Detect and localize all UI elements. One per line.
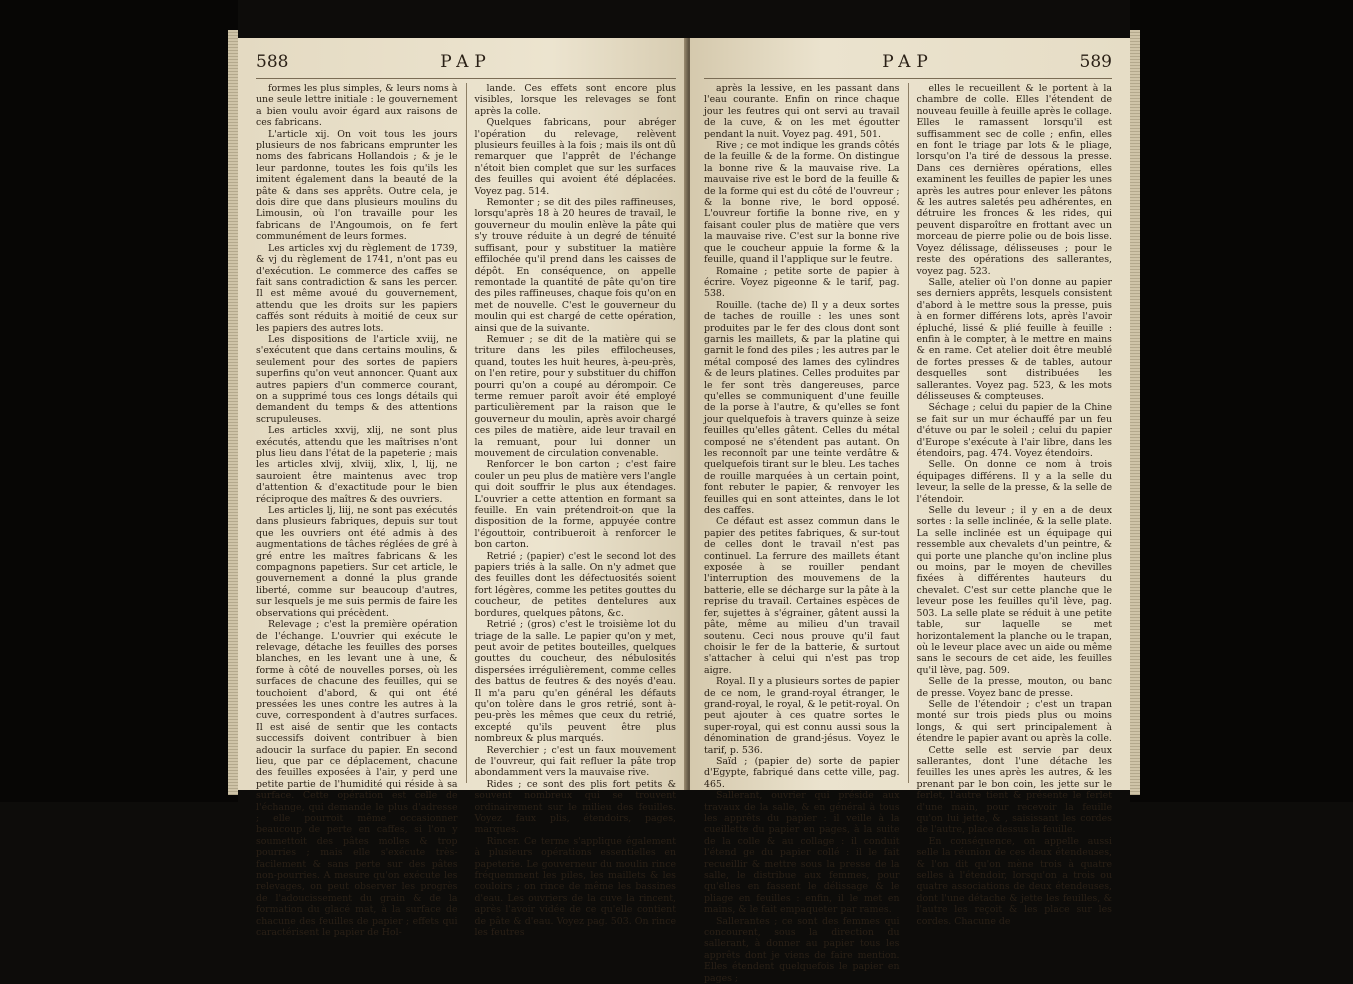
background-left: [0, 0, 238, 802]
paragraph: Saïd ; (papier de) sorte de papier d'Egypte, fabriqué dans cette ville, pag. 465.: [704, 755, 900, 790]
paragraph: Rouille. (tache de) Il y a deux sortes de taches de rouille : les unes sont produites par le fer des clous dont sont garnis les maillets, & par la platine qui garnit le fond des piles ; les autres par le métal composé des lames des cylindres & de leurs platines. Celles produites par le fer sont très dangereuses, parce qu'elles se communiquent d'une feuille de la porse à l'autre, & qu'elles se font jour quelquefois à travers quinze à seize feuilles qu'elles gâtent. Celles du métal composé ne s'étendent pas autant. On les reconnoît par une teinte verdâtre & quelquefois tirant sur le bleu. Les taches de rouille marquées à un certain point, font rebuter le papier, & renvoyer les feuilles qui en sont atteintes, dans le lot des caffes.: [704, 299, 900, 517]
paragraph: Remuer ; se dit de la matière qui se triture dans les piles effilocheuses, quand, toutes les huit heures, à-peu-près, on l'en retire, pour y substituer du chiffon pourri qu'on a coupé au dérompoir. Ce terme remuer paroît avoir été employé particulièrement par la raison que le gouverneur du moulin, après avoir chargé ces piles de matière, aide leur travail en la remuant, pour lui donner un mouvement de circulation convenable.: [474, 333, 676, 459]
background-right: [1130, 0, 1353, 802]
paragraph: Les dispositions de l'article xviij, ne s'exécutent que dans certains moulins, & seulement pour des sortes de papiers superfins qu'on veut annoncer. Quant aux autres papiers d'un commerce courant, on a supprimé tous ces longs détails qui demandent du temps & des attentions scrupuleuses.: [256, 333, 458, 425]
paragraph: lande. Ces effets sont encore plus visibles, lorsque les relevages se font après la colle.: [474, 83, 676, 117]
paragraph: L'article xij. On voit tous les jours plusieurs de nos fabricans emprunter les noms des fabricans Hollandois ; & je le leur pardonne, toutes les fois qu'ils les imitent également dans la beauté de la pâte & dans ses apprêts. Outre cela, je dois dire que dans plusieurs moulins du Limousin, où l'on travaille pour les fabricans de l'Angoumois, on fe fert communément de leurs formes.: [256, 128, 458, 243]
paragraph: Les articles xvj du règlement de 1739, & vj du règlement de 1741, n'ont pas eu d'exécution. Le commerce des caffes se fait sans contradiction & sans les percer. Il est même avoué du gouvernement, attendu que les droits sur les papiers caffés sont réduits à moitié de ceux sur les papiers des autres lots.: [256, 242, 458, 334]
paragraph: Rides ; ce sont des plis fort petits & souvent nombreux qui se trouvent ordinairement sur le milieu des feuilles. Voyez faux plis, étendoirs, pages, marques.: [474, 778, 676, 836]
left-column-1: [256, 83, 458, 939]
paragraph: Rive ; ce mot indique les grands côtés de la feuille & de la forme. On distingue la bonne rive & la mauvaise rive. La mauvaise rive est le bord de la feuille & de la forme qui est du côté de l'ouvreur ; & la bonne rive, le bord opposé. L'ouvreur fortifie la bonne rive, en y faisant couler plus de matière que vers la mauvaise rive. C'est sur la bonne rive que le coucheur appuie la forme & la feuille, quand il l'applique sur le feutre.: [704, 140, 900, 266]
paragraph: Sallerant, ouvrier qui préside aux travaux de la salle, & en général à tous les apprêts du papier : il veille à la cueillette du papier en pages, à la suite de la colle & au collage : il conduit l'étend ge du papier collé : il le fait recueillir & mettre sous la presse de la salle, le distribue aux femmes, pour qu'elles en fassent le délissage & le pliage en feuilles : enfin, il le met en mains, & le fait empaqueter par rames.: [704, 790, 900, 916]
paragraph: En conséquence, on appelle aussi selle la réunion de ces deux étendeuses, & l'on dit qu'on mène trois à quatre selles à l'étendoir, lorsqu'on a trois ou quatre associations de deux étendeuses, dont l'une détache & jette les feuilles, & l'autre les reçoit & les place sur les cordes. Chacune de: [916, 835, 1112, 927]
paragraph: Retrié ; (gros) c'est le troisième lot du triage de la salle. Le papier qu'on y met, peut avoir de petites bouteilles, quelques gouttes du coucheur, des nébulosités dispersées irrégulièrement, comme celles des battus de feutres & des noyés d'eau. Il m'a paru qu'en général les défauts qu'on tolère dans le gros retrié, sont à-peu-près les mêmes que ceux du retrié, excepté qu'ils peuvent être plus nombreux & plus marqués.: [474, 619, 676, 745]
paragraph: Cette selle est servie par deux sallerantes, dont l'une détache les feuilles les unes après les autres, & les prenant par le bon coin, les jette sur le ferlet, l'autre tient & présente le ferlet d'une main, pour recevoir la feuille qu'on lui jette, & , saisissant les cordes de l'autre, place dessus la feuille.: [916, 744, 1112, 836]
paragraph: Rincer. Ce terme s'applique également à plusieurs opérations essentielles en papeterie. Le gouverneur du moulin rince fréquemment les piles, les maillets & les couloirs ; on rince de même les bassines d'eau. Les ouvriers de la cuve la rincent, après l'avoir vidée de ce qu'elle contient de pâte & d'eau. Voyez pag. 503. On rince les feutres: [474, 835, 676, 939]
paragraph: Reverchier ; c'est un faux mouvement de l'ouvreur, qui fait refluer la pâte trop abondamment vers la mauvaise rive.: [474, 744, 676, 779]
right-page-number: 589: [1079, 52, 1112, 72]
paragraph: Relevage ; c'est la première opération de l'échange. L'ouvrier qui exécute le relevage, détache les feuilles des porses blanches, en les levant une à une, & forme à côté de nouvelles porses, où les surfaces de chacune des feuilles, qui se touchoient d'abord, & qui ont été pressées les unes contre les autres à la cuve, correspondent à d'autres surfaces. Il est aisé de sentir que les contacts successifs doivent contribuer à bien adoucir la surface du papier. En second lieu, que par ce déplacement, chacune des feuilles exposées à l'air, y perd une petite partie de l'humidité qui réside à sa surface. Cette opération est celle de l'échange, qui demande le plus d'adresse ; elle pourroit même occasionner beaucoup de perte en caffes, si l'on y soumettoit des pâtes molles & trop pourries ; mais elle s'exécute très-facilement & sans perte sur des pâtes non-pourries. A mesure qu'on exécute les relevages, on peut observer les progrès de l'adoucissement du grain & de la formation du glacé mat, à la surface de chacune des feuilles de papier ; effets qui caractérisent le papier de Hol-: [256, 619, 458, 939]
left-running-head: PAP: [440, 52, 492, 72]
right-running-head: PAP: [882, 52, 934, 72]
column-rule: [908, 83, 909, 783]
right-page: [690, 38, 1130, 984]
paragraph: Selle. On donne ce nom à trois équipages différens. Il y a la selle du leveur, la selle de la presse, & la selle de l'étendoir.: [916, 459, 1112, 505]
left-page-number: 588: [256, 52, 289, 72]
paragraph: Romaine ; petite sorte de papier à écrire. Voyez pigeonne & le tarif, pag. 538.: [704, 265, 900, 300]
left-page: [238, 38, 686, 939]
book-edge-right: [1130, 30, 1140, 795]
paragraph: Ce défaut est assez commun dans le papier des petites fabriques, & sur-tout de celles dont le travail n'est pas continuel. La ferrure des maillets étant exposée à se rouiller pendant l'interruption des mouvemens de la batterie, elle se décharge sur la pâte à la reprise du travail. Certaines espèces de fer, sujettes à s'égrainer, gâtent aussi la pâte, même au milieu d'un travail soutenu. Ceci nous prouve qu'il faut choisir le fer de la batterie, & surtout s'attacher à celui qui n'est pas trop aigre.: [704, 516, 900, 676]
paragraph: formes les plus simples, & leurs noms à une seule lettre initiale : le gouvernement a bien voulu avoir égard aux raisons de ces fabricans.: [256, 83, 458, 129]
book-edge-left: [228, 30, 238, 795]
column-rule: [466, 83, 467, 783]
paragraph: Royal. Il y a plusieurs sortes de papier de ce nom, le grand-royal étranger, le grand-royal, le royal, & le petit-royal. On peut ajouter à ces quatre sortes le super-royal, qui est connu aussi sous la dénomination de grand-jésus. Voyez le tarif, p. 536.: [704, 676, 900, 756]
paragraph: Sallerantes ; ce sont des femmes qui concourent, sous la direction du sallerant, à donner au papier tous les apprêts dont je viens de faire mention. Elles étendent quelquefois le papier en pages ;: [704, 915, 900, 984]
paragraph: elles le recueillent & le portent à la chambre de colle. Elles l'étendent de nouveau feuille à feuille après le collage. Elles le ramassent lorsqu'il est suffisamment sec de colle ; enfin, elles en font le triage par lots & le pliage, lorsqu'on l'a tiré de dessous la presse. Dans ces dernières opérations, elles examinent les feuilles de papier les unes après les autres pour enlever les pâtons & les autres saletés peu adhérentes, en détruire les fronces & les rides, qui peuvent disparoître en frottant avec un morceau de pierre polie ou de bois lisse. Voyez délissage, délisseuses ; pour le reste des opérations des sallerantes, voyez pag. 523.: [916, 83, 1112, 277]
left-page-header: [256, 52, 676, 79]
paragraph: après la lessive, en les passant dans l'eau courante. Enfin on rince chaque jour les feutres qui ont servi au travail de la cuve, & on les met égoutter pendant la nuit. Voyez pag. 491, 501.: [704, 83, 900, 140]
paragraph: Selle du leveur ; il y en a de deux sortes : la selle inclinée, & la selle plate. La selle inclinée est un équipage qui ressemble aux chevalets d'un peintre, & qui porte une planche qu'on incline plus ou moins, par le moyen de chevilles fixées à différentes hauteurs du chevalet. C'est sur cette planche que le leveur pose les feuilles qu'il lève, pag. 503. La selle plate se réduit à une petite table, sur laquelle se met horizontalement la planche ou le trapan, où le leveur place avec un aide ou même sans le secours de cet aide, les feuilles qu'il lève, pag. 509.: [916, 505, 1112, 676]
paragraph: Selle de l'étendoir ; c'est un trapan monté sur trois pieds plus ou moins longs, & qui sert principalement à étendre le papier avant ou après la colle.: [916, 698, 1112, 745]
paragraph: Quelques fabricans, pour abréger l'opération du relevage, relèvent plusieurs feuilles à la fois ; mais ils ont dû remarquer que l'apprêt de l'échange n'étoit bien complet que sur les surfaces des feuilles qui avoient été déplacées. Voyez pag. 514.: [474, 117, 676, 197]
right-column-1: [704, 83, 900, 984]
paragraph: Selle de la presse, mouton, ou banc de presse. Voyez banc de presse.: [916, 676, 1112, 699]
paragraph: Renforcer le bon carton ; c'est faire couler un peu plus de matière vers l'angle qui doit souffrir le plus aux étendages. L'ouvrier a cette attention en formant sa feuille. En vain prétendroit-on que la disposition de la forme, appuyée contre l'égouttoir, contribueroit à renforcer le bon carton.: [474, 459, 676, 551]
paragraph: Remonter ; se dit des piles raffineuses, lorsqu'après 18 à 20 heures de travail, le gouverneur du moulin enlève la pâte qui s'y trouve réduite à un degré de ténuité suffisant, pour y substituer la matière effilochée qu'il prend dans les caisses de dépôt. En conséquence, on appelle remontade la quantité de pâte qu'on tire des piles raffineuses, chaque fois qu'on en met de nouvelle. C'est le gouverneur du moulin qui est chargé de cette opération, ainsi que de la suivante.: [474, 197, 676, 334]
paragraph: Séchage ; celui du papier de la Chine se fait sur un mur échauffé par un feu d'étuve ou par le soleil ; celui du papier d'Europe s'exécute à l'air libre, dans les étendoirs, pag. 474. Voyez étendoirs.: [916, 402, 1112, 459]
paragraph: Retrié ; (papier) c'est le second lot des papiers triés à la salle. On n'y admet que des feuilles dont les défectuosités soient fort légères, comme les petites gouttes du coucheur, de petites dentelures aux bordures, quelques pâtons, &c.: [474, 550, 676, 619]
right-column-2: [916, 83, 1113, 927]
paragraph: Salle, atelier où l'on donne au papier ses derniers apprêts, lesquels consistent d'abord à le mettre sous la presse, puis à en former différens lots, après l'avoir épluché, lissé & plié feuille à feuille : enfin à le compter, à le mettre en mains & en rame. Cet atelier doit être meublé de fortes presses & de tables, autour desquelles sont distribuées les sallerantes. Voyez pag. 523, & les mots délisseuses & compteuses.: [916, 276, 1112, 402]
right-page-header: [704, 52, 1112, 79]
left-columns: [256, 83, 676, 939]
paragraph: Les articles lj, liij, ne sont pas exécutés dans plusieurs fabriques, depuis sur tout que les ouvriers ont été admis à des augmentations de tâches réglées de gré à gré entre les maîtres fabricans & les compagnons papetiers. Sur cet article, le gouvernement a donné la plus grande liberté, comme sur beaucoup d'autres, sur lesquels je me suis permis de faire les observations qui précèdent.: [256, 505, 458, 619]
paragraph: Les articles xxvij, xlij, ne sont plus exécutés, attendu que les maîtrises n'ont plus lieu dans l'état de la papeterie ; mais les articles xlvij, xlviij, xlix, l, lij, ne sauroient être maintenus avec trop d'attention & d'exactitude pour le bien réciproque des maîtres & des ouvriers.: [256, 425, 458, 505]
left-column-2: [474, 83, 677, 939]
right-columns: [704, 83, 1112, 984]
